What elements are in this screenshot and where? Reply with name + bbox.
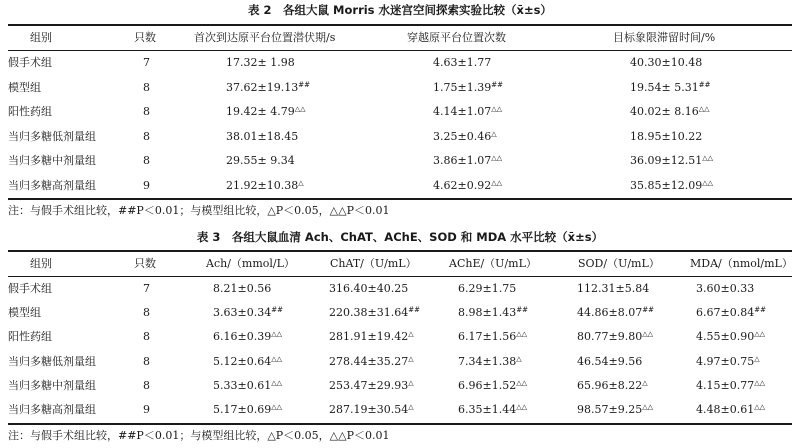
group-cell: 阳性药组: [8, 105, 52, 119]
quadrant-time-cell: 40.02± 8.16△△: [630, 105, 710, 119]
crossings-cell: 4.62±0.92△△: [433, 179, 502, 192]
count-cell: 8: [143, 154, 150, 168]
mda-cell: 6.67±0.84##: [696, 306, 766, 320]
latency-cell: 21.92±10.38△: [226, 179, 304, 192]
table-row: [0, 351, 800, 373]
group-cell: 模型组: [8, 306, 41, 320]
ache-cell: 6.17±1.56△△: [458, 330, 527, 344]
sod-cell: 112.31±5.84: [577, 282, 650, 295]
group-cell: 当归多糖高剂量组: [8, 179, 96, 192]
quadrant-time-cell: 36.09±12.51△△: [630, 154, 713, 168]
group-cell: 假手术组: [8, 56, 52, 69]
quadrant-time-cell: 19.54± 5.31##: [630, 80, 711, 94]
ache-cell: 8.98±1.43##: [458, 306, 528, 320]
count-cell: 8: [143, 105, 150, 119]
ach-cell: 5.12±0.64△△: [213, 354, 282, 368]
ache-cell: 7.34±1.38△: [458, 354, 522, 368]
table-row: [0, 77, 800, 99]
quadrant-time-cell: 40.30±10.48: [630, 56, 703, 69]
table-row: [0, 150, 800, 172]
table3-note: 注：与假手术组比较，##P＜0.01；与模型组比较，△P＜0.05，△△P＜0.01: [8, 429, 390, 442]
table2-header-latency: 首次到达原平台位置潜伏期/s: [194, 31, 336, 44]
group-cell: 当归多糖低剂量组: [8, 129, 96, 143]
mda-cell: 4.48±0.61△△: [696, 403, 765, 416]
latency-cell: 19.42± 4.79△△: [226, 105, 306, 119]
crossings-cell: 1.75±1.39##: [433, 80, 503, 94]
chat-cell: 220.38±31.64##: [329, 306, 420, 320]
count-cell: 7: [143, 282, 150, 295]
group-cell: 当归多糖中剂量组: [8, 154, 96, 168]
count-cell: 9: [143, 403, 150, 416]
group-cell: 假手术组: [8, 282, 52, 295]
mda-cell: 4.15±0.77△△: [696, 378, 765, 392]
group-cell: 模型组: [8, 80, 41, 94]
table2-top-rule: [8, 24, 792, 26]
ach-cell: 8.21±0.56: [213, 282, 272, 295]
count-cell: 8: [143, 80, 150, 94]
count-cell: 8: [143, 330, 150, 344]
table-row: [0, 302, 800, 324]
quadrant-time-cell: 18.95±10.22: [630, 129, 703, 143]
ach-cell: 6.16±0.39△△: [213, 330, 282, 344]
table3-top-rule: [8, 250, 792, 252]
table3-header-rule: [8, 276, 792, 277]
count-cell: 7: [143, 56, 150, 69]
latency-cell: 29.55± 9.34: [226, 154, 295, 168]
ach-cell: 5.33±0.61△△: [213, 378, 282, 392]
latency-cell: 37.62±19.13##: [226, 80, 310, 94]
table-row: [0, 175, 800, 197]
table3-header-sod: SOD/（U/mL）: [578, 257, 660, 270]
sod-cell: 65.96±8.22△: [577, 378, 648, 392]
count-cell: 9: [143, 179, 150, 192]
crossings-cell: 3.86±1.07△△: [433, 154, 502, 168]
table3-header-mda: MDA/（nmol/mL）: [690, 257, 793, 270]
crossings-cell: 4.14±1.07△△: [433, 105, 502, 119]
group-cell: 当归多糖中剂量组: [8, 378, 96, 392]
table-row: [0, 52, 800, 74]
table3-header-group: 组别: [30, 257, 52, 270]
table2-header-quadrant: 目标象限滞留时间/%: [613, 31, 716, 44]
mda-cell: 3.60±0.33: [696, 282, 755, 295]
ache-cell: 6.96±1.52△△: [458, 378, 527, 392]
ache-cell: 6.29±1.75: [458, 282, 517, 295]
table-row: [0, 326, 800, 348]
table2-caption: 表 2 各组大鼠 Morris 水迷宫空间探索实验比较（x̄±s）: [248, 3, 552, 17]
quadrant-time-cell: 35.85±12.09△△: [630, 179, 713, 192]
ache-cell: 6.35±1.44△△: [458, 403, 527, 416]
latency-cell: 17.32± 1.98: [226, 56, 295, 69]
table-row: [0, 375, 800, 397]
table3-header-chat: ChAT/（U/mL）: [330, 257, 417, 270]
chat-cell: 316.40±40.25: [329, 282, 409, 295]
group-cell: 阳性药组: [8, 330, 52, 344]
ach-cell: 5.17±0.69△△: [213, 403, 282, 416]
table-row: [0, 278, 800, 300]
chat-cell: 278.44±35.27△: [329, 354, 414, 368]
chat-cell: 281.91±19.42△: [329, 330, 414, 344]
sod-cell: 98.57±9.25△△: [577, 403, 653, 416]
table2-bottom-rule: [8, 198, 792, 200]
latency-cell: 38.01±18.45: [226, 129, 299, 143]
table3-header-ach: Ach/（mmol/L）: [206, 257, 295, 270]
ach-cell: 3.63±0.34##: [213, 306, 283, 320]
table3-caption: 表 3 各组大鼠血清 Ach、ChAT、AChE、SOD 和 MDA 水平比较（x̄±s）: [196, 230, 604, 244]
sod-cell: 46.54±9.56: [577, 354, 643, 368]
table2-header-row: [0, 27, 800, 49]
sod-cell: 80.77±9.80△△: [577, 330, 653, 344]
table-row: [0, 399, 800, 421]
chat-cell: 253.47±29.93△: [329, 378, 414, 392]
table-row: [0, 126, 800, 148]
count-cell: 8: [143, 354, 150, 368]
mda-cell: 4.97±0.75△: [696, 354, 760, 368]
table2-header-n: 只数: [134, 31, 156, 44]
table3-bottom-rule: [8, 423, 792, 425]
table3-header-row: [0, 253, 800, 275]
group-cell: 当归多糖低剂量组: [8, 354, 96, 368]
group-cell: 当归多糖高剂量组: [8, 403, 96, 416]
chat-cell: 287.19±30.54△: [329, 403, 414, 416]
crossings-cell: 3.25±0.46△: [433, 129, 497, 143]
table2-note: 注：与假手术组比较，##P＜0.01；与模型组比较，△P＜0.05，△△P＜0.01: [8, 204, 390, 217]
crossings-cell: 4.63±1.77: [433, 56, 492, 69]
table2-header-group: 组别: [30, 31, 52, 44]
mda-cell: 4.55±0.90△△: [696, 330, 765, 344]
count-cell: 8: [143, 306, 150, 320]
count-cell: 8: [143, 378, 150, 392]
table2-header-crossings: 穿越原平台位置次数: [407, 31, 506, 44]
table2-header-rule: [8, 50, 792, 51]
table-row: [0, 101, 800, 123]
sod-cell: 44.86±8.07##: [577, 306, 654, 320]
table3-header-n: 只数: [134, 257, 156, 270]
count-cell: 8: [143, 129, 150, 143]
table3-header-ache: AChE/（U/mL）: [449, 257, 537, 270]
